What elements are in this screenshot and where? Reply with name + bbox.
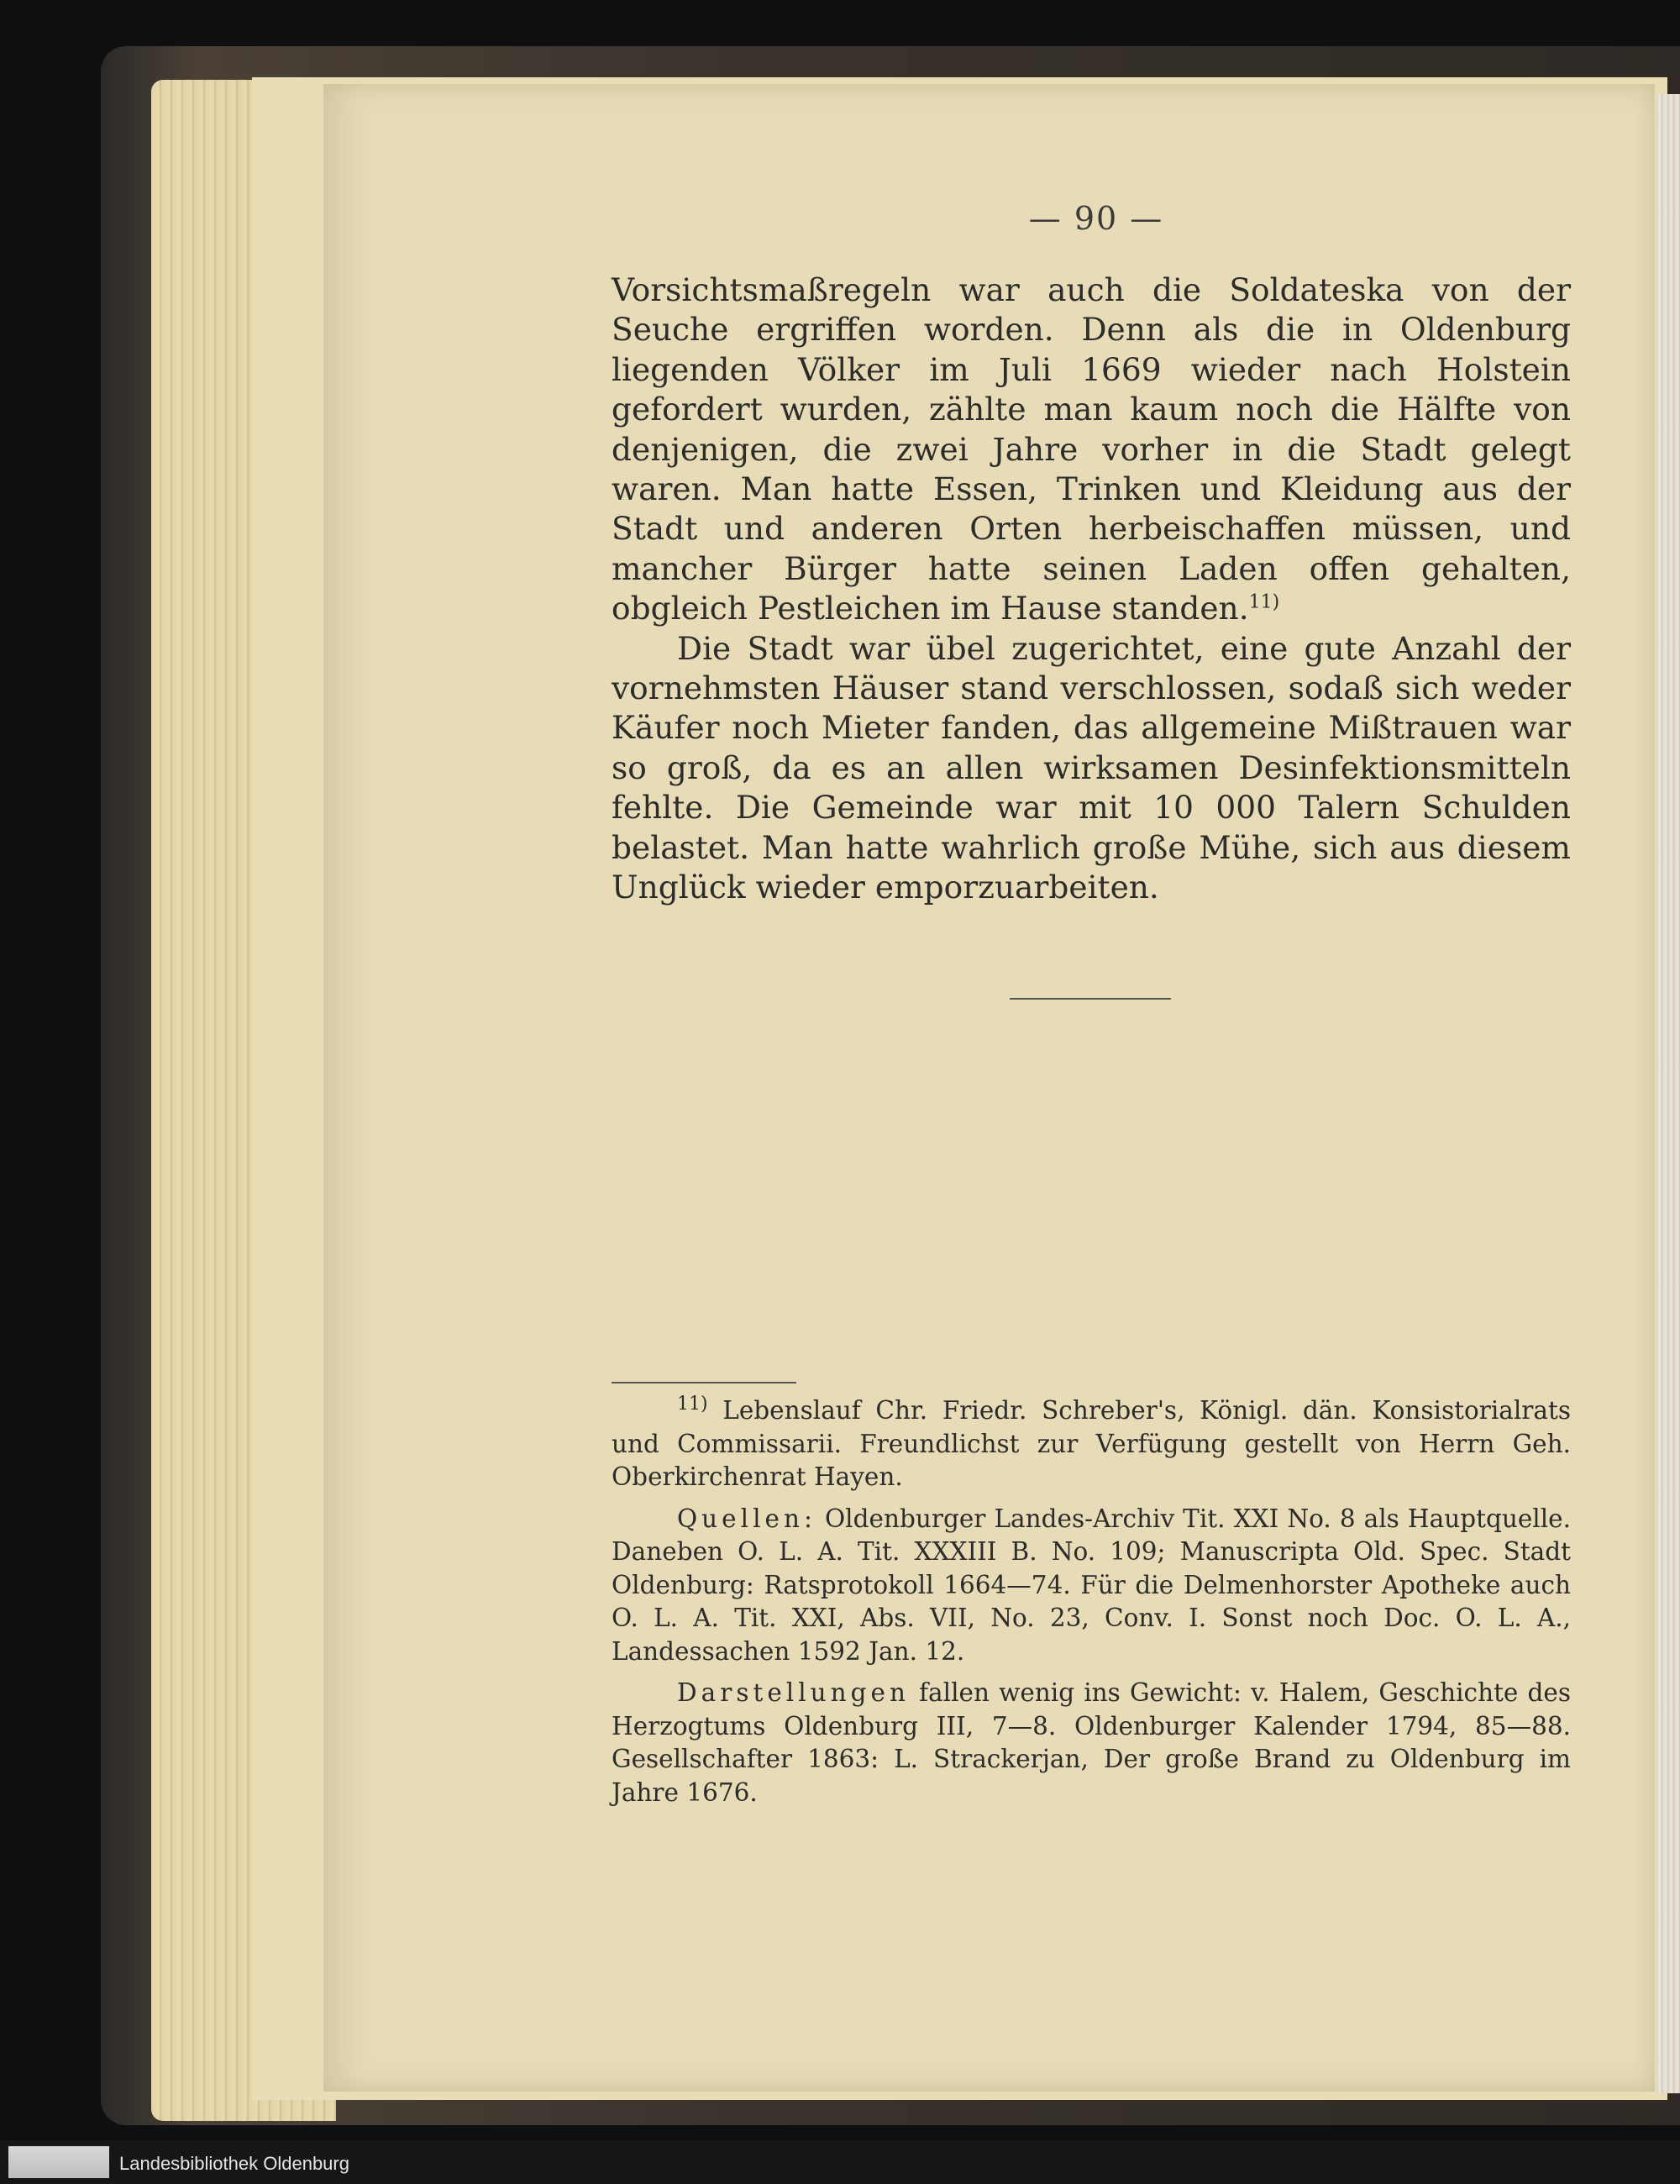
- sources-label: Quellen:: [677, 1504, 816, 1533]
- paragraph-1-text: Vorsichtsmaßregeln war auch die Soldateska von der Seuche ergriffen worden. Denn als die in Oldenburg liegenden Völker im Juli 1669 wieder nach Holstein gefordert wurden, zählte man kaum noch die Hälfte von denjenigen, die zwei Jahre vorher in die Stadt gelegt waren. Man hatte Essen, Trinken und Kleidung aus der Stadt und anderen Orten herbeischaffen müssen, und mancher Bürger hatte seinen Laden offen gehalten, obgleich Pestleichen im Hause standen.: [612, 271, 1571, 627]
- footnote-ref-11: 11): [1248, 591, 1280, 613]
- footnote-11-number: 11): [677, 1394, 708, 1415]
- paragraph-1: [612, 270, 1571, 629]
- accounts-text: fallen wenig ins Gewicht: v. Halem, Geschichte des Herzogtums Oldenburg III, 7—8. Oldenburger Kalender 1794, 85—88. Gesellschafter 1863: L. Strackerjan, Der große Brand zu Oldenburg im Jahre 1676.: [612, 1678, 1571, 1807]
- main-text: [612, 270, 1571, 908]
- library-name: Landesbibliothek Oldenburg: [119, 2153, 349, 2174]
- footnote-separator: [612, 1382, 796, 1383]
- accounts-label: Darstellungen: [677, 1678, 911, 1707]
- next-page-edge: [1656, 94, 1680, 2093]
- footnote-11: [612, 1394, 1571, 1494]
- footnote-11-text: Lebenslauf Chr. Friedr. Schreber's, Königl. dän. Konsistorialrats und Commissarii. Freundlichst zur Verfügung gestellt von Herrn Geh. Oberkirchenrat Hayen.: [612, 1396, 1571, 1491]
- sources-note: [612, 1503, 1571, 1669]
- section-end-rule: [1010, 998, 1171, 1000]
- page-number: — 90 —: [1028, 200, 1164, 237]
- footnotes: [612, 1394, 1571, 1818]
- accounts-note: [612, 1677, 1571, 1809]
- library-logo-icon: [8, 2146, 109, 2178]
- sources-text: Oldenburger Landes-Archiv Tit. XXI No. 8 als Hauptquelle. Daneben O. L. A. Tit. XXXIII B. No. 109; Manuscripta Old. Spec. Stadt Oldenburg: Ratsprotokoll 1664—74. Für die Delmenhorster Apotheke auch O. L. A. Tit. XXI, Abs. VII, No. 23, Conv. I. Sonst noch Doc. O. L. A., Landessachen 1592 Jan. 12.: [612, 1504, 1571, 1666]
- paragraph-2: Die Stadt war übel zugerichtet, eine gute Anzahl der vornehmsten Häuser stand verschlossen, sodaß sich weder Käufer noch Mieter fanden, das allgemeine Mißtrauen war so groß, da es an allen wirksamen Desinfektionsmitteln fehlte. Die Gemeinde war mit 10 000 Talern Schulden belastet. Man hatte wahrlich große Mühe, sich aus diesem Unglück wieder emporzuarbeiten.: [612, 629, 1571, 906]
